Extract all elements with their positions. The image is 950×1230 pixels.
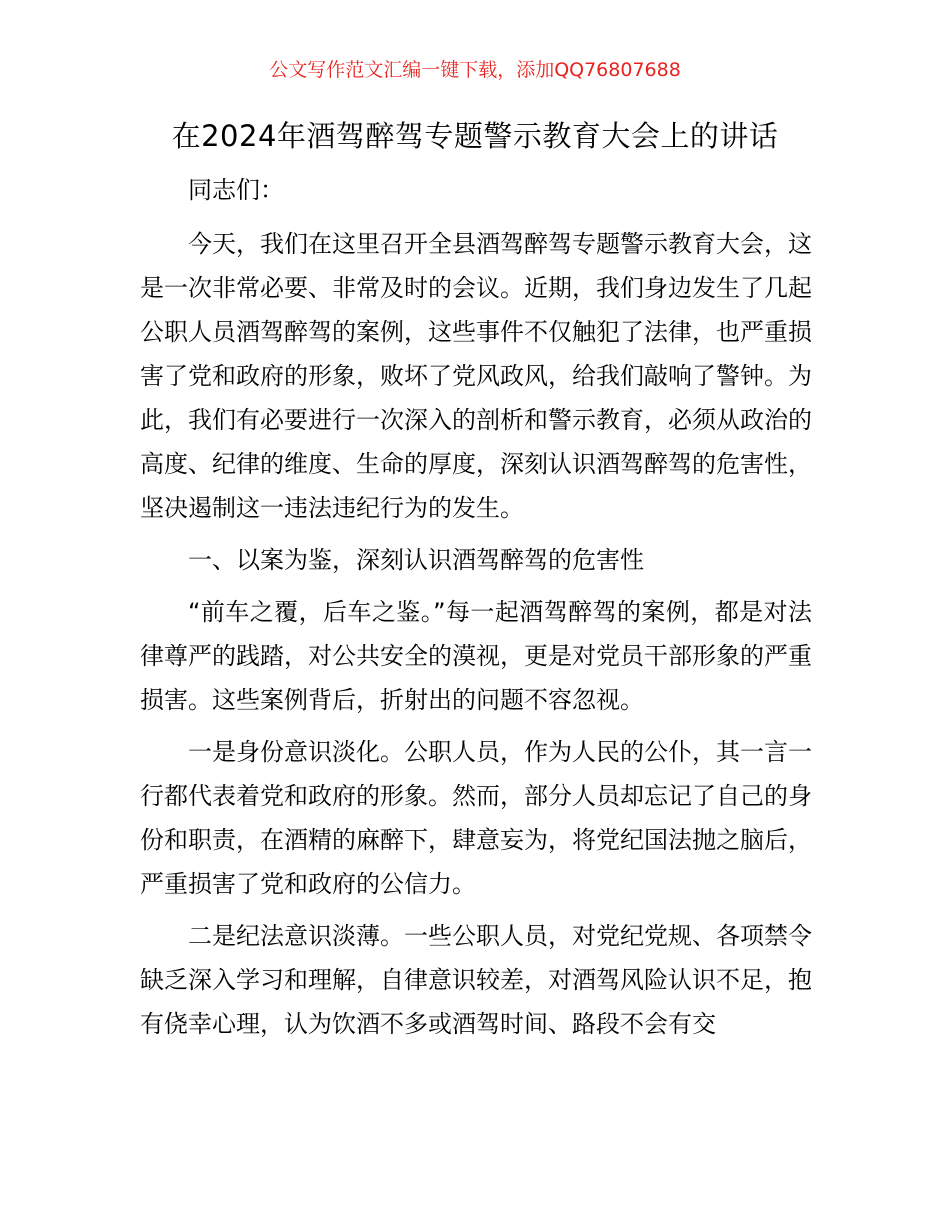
speech-body xyxy=(140,168,812,1054)
salutation: 同志们： xyxy=(188,176,284,204)
paragraph-point-1: 一是身份意识淡化。公职人员，作为人民的公仆，其一言一行都代表着党和政府的形象。然而，部分人员却忘记了自己的身份和职责，在酒精的麻醉下，肆意妄为，将党纪国法抛之脑后，严重损害了党和政府的公信力。 xyxy=(140,738,812,898)
download-banner: 公文写作范文汇编一键下载，添加QQ76807688 xyxy=(269,59,681,81)
paragraph-point-2: 二是纪法意识淡薄。一些公职人员，对党纪党规、各项禁令缺乏深入学习和理解，自律意识较差，对酒驾风险认识不足，抱有侥幸心理，认为饮酒不多或酒驾时间、路段不会有交 xyxy=(140,922,812,1038)
paragraph-lesson: “前车之覆，后车之鉴。”每一起酒驾醉驾的案例，都是对法律尊严的践踏，对公共安全的漠视，更是对党员干部形象的严重损害。这些案例背后，折射出的问题不容忽视。 xyxy=(140,598,812,714)
speech-title: 在2024年酒驾醉驾专题警示教育大会上的讲话 xyxy=(171,119,779,153)
section-heading-1: 一、以案为鉴，深刻认识酒驾醉驾的危害性 xyxy=(188,546,644,574)
paragraph-intro: 今天，我们在这里召开全县酒驾醉驾专题警示教育大会，这是一次非常必要、非常及时的会议。近期，我们身边发生了几起公职人员酒驾醉驾的案例，这些事件不仅触犯了法律，也严重损害了党和政府的形象，败坏了党风政风，给我们敲响了警钟。为此，我们有必要进行一次深入的剖析和警示教育，必须从政治的高度、纪律的维度、生命的厚度，深刻认识酒驾醉驾的危害性，坚决遏制这一违法违纪行为的发生。 xyxy=(140,230,812,522)
